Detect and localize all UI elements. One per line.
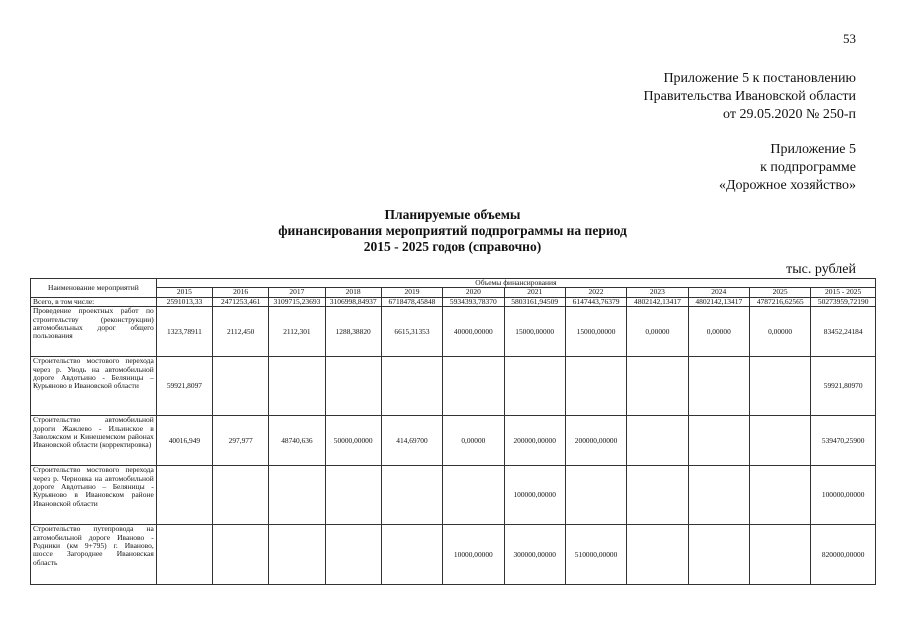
units-label: тыс. рублей xyxy=(786,262,856,277)
value-cell: 15000,00000 xyxy=(504,307,565,357)
total-cell: 50273959,72190 xyxy=(811,297,876,306)
value-cell xyxy=(749,466,810,525)
value-cell xyxy=(325,466,381,525)
value-cell xyxy=(381,466,442,525)
appendix-resolution-line-3: от 29.05.2020 № 250-п xyxy=(723,107,856,122)
year-header-row xyxy=(31,288,876,297)
value-cell: 510000,00000 xyxy=(565,525,626,585)
value-cell: 200000,00000 xyxy=(565,416,626,466)
value-cell: 40016,949 xyxy=(156,416,212,466)
value-cell xyxy=(565,466,626,525)
value-cell: 0,00000 xyxy=(688,307,749,357)
value-cell xyxy=(325,525,381,585)
value-cell: 2112,450 xyxy=(213,307,269,357)
value-cell xyxy=(156,466,212,525)
value-cell xyxy=(381,525,442,585)
header-activity-name: Наименование мероприятий xyxy=(31,279,157,298)
table-row xyxy=(31,466,876,525)
value-cell xyxy=(269,466,325,525)
value-cell: 15000,00000 xyxy=(565,307,626,357)
appendix-resolution-header xyxy=(644,70,856,124)
value-cell xyxy=(688,525,749,585)
year-header: 2015 - 2025 xyxy=(811,288,876,297)
table-row xyxy=(31,525,876,585)
value-cell xyxy=(749,525,810,585)
value-cell xyxy=(688,466,749,525)
year-header: 2022 xyxy=(565,288,626,297)
value-cell xyxy=(213,525,269,585)
page-number: 53 xyxy=(843,31,856,46)
document-title-line-2: финансирования мероприятий подпрограммы на период xyxy=(278,223,627,238)
total-cell: 4787216,62565 xyxy=(749,297,810,306)
value-cell: 1323,78911 xyxy=(156,307,212,357)
appendix-resolution-line-1: Приложение 5 к постановлению xyxy=(663,71,856,86)
value-cell: 0,00000 xyxy=(749,307,810,357)
value-cell: 59921,80970 xyxy=(811,357,876,416)
activity-name: Строительство путепровода на автомобильной дороге Иваново - Родники (км 9+795) г. Иваново, шоссе Загороднее Ивановская область xyxy=(31,525,157,585)
total-cell: 2591013,33 xyxy=(156,297,212,306)
appendix-subprogram-header xyxy=(719,141,856,195)
activity-name: Строительство мостового перехода через р. Уводь на автомобильной дороге Авдотьино - Беляницы – Курьяново в Ивановской области xyxy=(31,357,157,416)
value-cell: 59921,8097 xyxy=(156,357,212,416)
total-cell: 4802142,13417 xyxy=(627,297,688,306)
value-cell: 100000,00000 xyxy=(504,466,565,525)
total-cell: 6718478,45848 xyxy=(381,297,442,306)
value-cell xyxy=(381,357,442,416)
value-cell: 200000,00000 xyxy=(504,416,565,466)
value-cell: 297,977 xyxy=(213,416,269,466)
appendix-subprogram-line-1: Приложение 5 xyxy=(770,142,856,157)
value-cell: 300000,00000 xyxy=(504,525,565,585)
value-cell xyxy=(269,357,325,416)
value-cell xyxy=(213,357,269,416)
activity-name: Проведение проектных работ по строительству (реконструкции) автомобильных дорог общего пользования xyxy=(31,307,157,357)
total-row xyxy=(31,297,876,306)
value-cell: 0,00000 xyxy=(443,416,504,466)
value-cell xyxy=(627,525,688,585)
value-cell xyxy=(627,357,688,416)
value-cell xyxy=(156,525,212,585)
value-cell xyxy=(627,416,688,466)
table-row xyxy=(31,357,876,416)
appendix-subprogram-line-2: к подпрограмме xyxy=(760,160,856,175)
year-header: 2021 xyxy=(504,288,565,297)
value-cell: 50000,00000 xyxy=(325,416,381,466)
value-cell: 1288,38820 xyxy=(325,307,381,357)
year-header: 2017 xyxy=(269,288,325,297)
total-cell: 5934393,78370 xyxy=(443,297,504,306)
table-row xyxy=(31,416,876,466)
value-cell xyxy=(213,466,269,525)
value-cell xyxy=(688,357,749,416)
document-title xyxy=(0,207,905,255)
document-title-line-1: Планируемые объемы xyxy=(384,207,521,222)
value-cell xyxy=(443,466,504,525)
value-cell xyxy=(504,357,565,416)
total-cell: 3106998,84937 xyxy=(325,297,381,306)
activity-name: Строительство мостового перехода через р. Черновка на автомобильной дороге Авдотьино – Беляницы - Курьяново в Ивановском районе Ивановской области xyxy=(31,466,157,525)
value-cell: 0,00000 xyxy=(627,307,688,357)
value-cell: 820000,00000 xyxy=(811,525,876,585)
total-cell: 5803161,94509 xyxy=(504,297,565,306)
total-cell: 3109715,23693 xyxy=(269,297,325,306)
value-cell xyxy=(269,525,325,585)
value-cell xyxy=(627,466,688,525)
value-cell xyxy=(688,416,749,466)
year-header: 2018 xyxy=(325,288,381,297)
value-cell xyxy=(565,357,626,416)
financing-table xyxy=(30,278,876,585)
year-header: 2015 xyxy=(156,288,212,297)
activity-name: Строительство автомобильной дороги Жажлево - Ильинское в Заволжском и Кинешемском районах Ивановской области (корректировка) xyxy=(31,416,157,466)
total-cell: 2471253,461 xyxy=(213,297,269,306)
year-header: 2024 xyxy=(688,288,749,297)
value-cell: 100000,00000 xyxy=(811,466,876,525)
value-cell: 414,69700 xyxy=(381,416,442,466)
year-header: 2023 xyxy=(627,288,688,297)
year-header: 2020 xyxy=(443,288,504,297)
value-cell: 6615,31353 xyxy=(381,307,442,357)
value-cell xyxy=(443,357,504,416)
value-cell xyxy=(325,357,381,416)
value-cell: 40000,00000 xyxy=(443,307,504,357)
value-cell: 48740,636 xyxy=(269,416,325,466)
total-label: Всего, в том числе: xyxy=(31,297,157,306)
value-cell: 83452,24184 xyxy=(811,307,876,357)
value-cell: 2112,301 xyxy=(269,307,325,357)
year-header: 2025 xyxy=(749,288,810,297)
value-cell xyxy=(749,357,810,416)
value-cell: 10000,00000 xyxy=(443,525,504,585)
header-financing-volumes: Объемы финансирования xyxy=(156,279,875,288)
total-cell: 6147443,76379 xyxy=(565,297,626,306)
year-header: 2019 xyxy=(381,288,442,297)
year-header: 2016 xyxy=(213,288,269,297)
appendix-subprogram-line-3: «Дорожное хозяйство» xyxy=(718,178,856,193)
value-cell: 539470,25900 xyxy=(811,416,876,466)
total-cell: 4802142,13417 xyxy=(688,297,749,306)
table-row xyxy=(31,307,876,357)
value-cell xyxy=(749,416,810,466)
appendix-resolution-line-2: Правительства Ивановской области xyxy=(643,89,856,104)
document-title-line-3: 2015 - 2025 годов (справочно) xyxy=(363,239,542,254)
